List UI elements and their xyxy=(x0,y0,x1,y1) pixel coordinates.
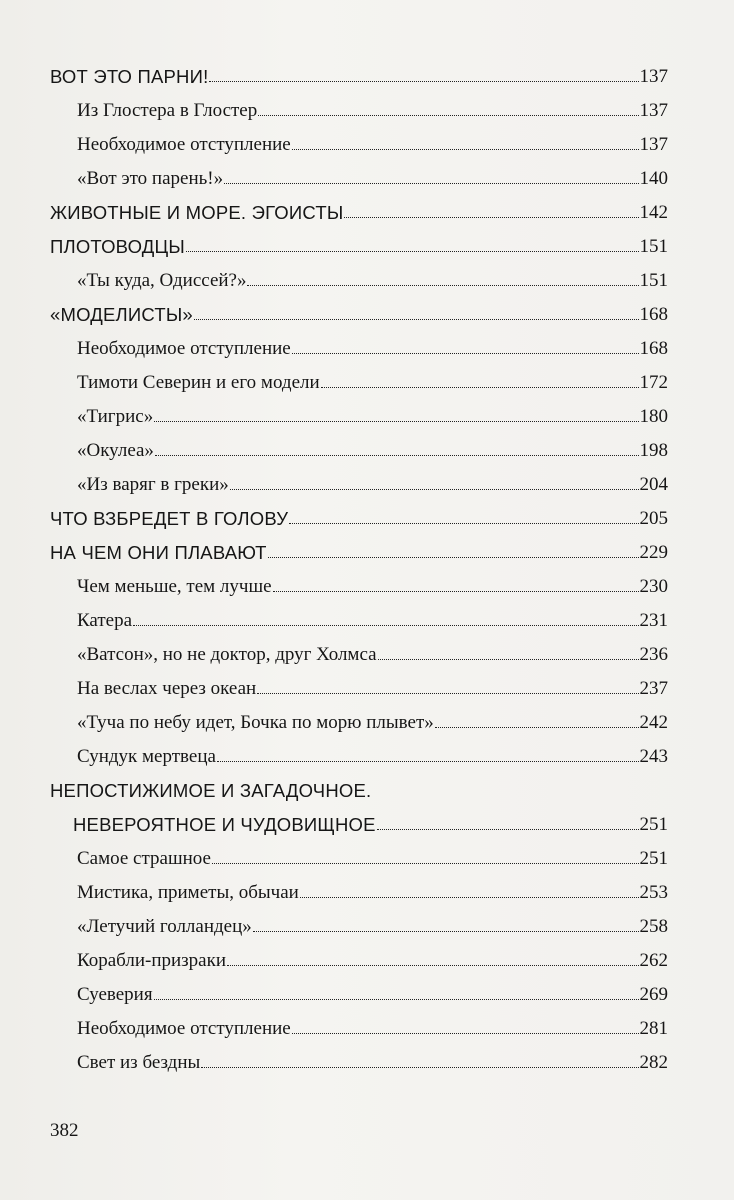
toc-entry-page: 151 xyxy=(639,270,668,291)
toc-entry-title: «Летучий голландец» xyxy=(77,916,252,937)
toc-entry xyxy=(50,460,668,494)
toc-entry xyxy=(50,290,668,324)
toc-entry-title: Самое страшное xyxy=(77,848,211,869)
toc-entry xyxy=(50,834,668,868)
toc-entry xyxy=(50,596,668,630)
dot-leader xyxy=(292,149,639,150)
toc-entry-title: Необходимое отступление xyxy=(77,1018,291,1039)
toc-entry-title: «Ты куда, Одиссей?» xyxy=(77,270,247,291)
toc-entry-title: Мистика, приметы, обычаи xyxy=(77,882,299,903)
dot-leader xyxy=(321,387,639,388)
toc-entry-title: Из Глостера в Глостер xyxy=(77,100,258,121)
toc-entry-page: 137 xyxy=(639,66,668,87)
page-number: 382 xyxy=(50,1120,79,1141)
toc-entry xyxy=(50,528,668,562)
toc-entry-page: 251 xyxy=(639,848,668,869)
toc-entry-page: 137 xyxy=(639,100,668,121)
dot-leader xyxy=(154,999,639,1000)
toc-entry xyxy=(50,494,668,528)
toc-entry-title: Тимоти Северин и его модели xyxy=(77,372,320,393)
toc-entry xyxy=(50,970,668,1004)
toc-entry xyxy=(50,86,668,120)
toc-entry xyxy=(50,1038,668,1072)
toc-entry-title: «Тигрис» xyxy=(77,406,154,427)
toc-entry xyxy=(50,664,668,698)
dot-leader xyxy=(300,897,639,898)
toc-entry-page: 142 xyxy=(639,202,668,223)
toc-entry-page: 230 xyxy=(639,576,668,597)
toc-entry-page: 269 xyxy=(639,984,668,1005)
toc-entry xyxy=(50,188,668,222)
dot-leader xyxy=(194,319,639,320)
toc-entry-title: Свет из бездны xyxy=(77,1052,201,1073)
toc-entry-page: 258 xyxy=(639,916,668,937)
dot-leader xyxy=(292,1033,639,1034)
dot-leader xyxy=(217,761,639,762)
toc-entry-page: 204 xyxy=(639,474,668,495)
toc-entry-page: 229 xyxy=(639,542,668,563)
toc-entry xyxy=(50,358,668,392)
dot-leader xyxy=(257,693,638,694)
toc-entry xyxy=(50,936,668,970)
dot-leader xyxy=(186,251,639,252)
toc-entry-page: 168 xyxy=(639,304,668,325)
toc-entry xyxy=(50,902,668,936)
dot-leader xyxy=(344,217,638,218)
toc-entry-page: 236 xyxy=(639,644,668,665)
toc-entry xyxy=(50,324,668,358)
toc-entry-title: «Туча по небу идет, Бочка по морю плывет» xyxy=(77,712,434,733)
toc-entry-page: 281 xyxy=(639,1018,668,1039)
toc-entry-title: ПЛОТОВОДЦЫ xyxy=(50,235,185,257)
toc-entry xyxy=(50,256,668,290)
toc-entry-page: 180 xyxy=(639,406,668,427)
toc-entry-title: «Ватсон», но не доктор, друг Холмса xyxy=(77,644,377,665)
toc-entry-title: «Окулеа» xyxy=(77,440,154,461)
dot-leader xyxy=(155,455,639,456)
toc-entry-title: «Вот это парень!» xyxy=(77,168,224,189)
toc-entry-title: Чем меньше, тем лучше xyxy=(77,576,272,597)
toc-entry-title: Необходимое отступление xyxy=(77,338,291,359)
toc-entry-title: Суеверия xyxy=(77,984,153,1005)
toc-entry-page: 282 xyxy=(639,1052,668,1073)
toc-entry xyxy=(50,120,668,154)
dot-leader xyxy=(154,421,638,422)
dot-leader xyxy=(378,659,639,660)
toc-entry-title: НА ЧЕМ ОНИ ПЛАВАЮТ xyxy=(50,541,267,563)
toc-entry xyxy=(50,698,668,732)
table-of-contents xyxy=(50,52,668,1072)
toc-entry xyxy=(50,800,668,834)
dot-leader xyxy=(247,285,638,286)
toc-entry-page: 242 xyxy=(639,712,668,733)
toc-entry-page: 172 xyxy=(639,372,668,393)
dot-leader xyxy=(273,591,639,592)
toc-entry-title: НЕВЕРОЯТНОЕ И ЧУДОВИЩНОЕ xyxy=(73,813,376,835)
dot-leader xyxy=(289,523,638,524)
dot-leader xyxy=(435,727,639,728)
toc-entry xyxy=(50,392,668,426)
toc-entry-page: 251 xyxy=(639,814,668,835)
toc-entry-title: Корабли-призраки xyxy=(77,950,227,971)
toc-entry xyxy=(50,426,668,460)
toc-entry-page: 237 xyxy=(639,678,668,699)
dot-leader xyxy=(377,829,639,830)
dot-leader xyxy=(253,931,639,932)
toc-entry-title: Сундук мертвеца xyxy=(77,746,216,767)
toc-entry-page: 243 xyxy=(639,746,668,767)
toc-entry xyxy=(50,630,668,664)
dot-leader xyxy=(227,965,638,966)
toc-entry-page: 205 xyxy=(639,508,668,529)
toc-entry-title: ЖИВОТНЫЕ И МОРЕ. ЭГОИСТЫ xyxy=(50,201,344,223)
dot-leader xyxy=(201,1067,638,1068)
toc-entry-title: НЕПОСТИЖИМОЕ И ЗАГАДОЧНОЕ. xyxy=(50,779,372,801)
toc-entry-title: ЧТО ВЗБРЕДЕТ В ГОЛОВУ xyxy=(50,507,289,529)
toc-entry-page: 231 xyxy=(639,610,668,631)
toc-entry-page: 198 xyxy=(639,440,668,461)
toc-entry xyxy=(50,868,668,902)
toc-entry-title: На веслах через океан xyxy=(77,678,257,699)
toc-entry xyxy=(50,732,668,766)
toc-entry xyxy=(50,154,668,188)
toc-entry-title: Необходимое отступление xyxy=(77,134,291,155)
toc-entry-page: 253 xyxy=(639,882,668,903)
toc-entry-title: «МОДЕЛИСТЫ» xyxy=(50,303,193,325)
toc-entry xyxy=(50,562,668,596)
dot-leader xyxy=(230,489,639,490)
toc-entry xyxy=(50,222,668,256)
dot-leader xyxy=(268,557,639,558)
toc-entry-page: 151 xyxy=(639,236,668,257)
dot-leader xyxy=(258,115,638,116)
toc-entry xyxy=(50,766,668,800)
toc-entry-page: 140 xyxy=(639,168,668,189)
toc-entry-title: Катера xyxy=(77,610,133,631)
toc-entry-page: 137 xyxy=(639,134,668,155)
toc-entry xyxy=(50,1004,668,1038)
toc-entry-page: 168 xyxy=(639,338,668,359)
toc-entry xyxy=(50,52,668,86)
toc-entry-title: «Из варяг в греки» xyxy=(77,474,229,495)
toc-entry-title: ВОТ ЭТО ПАРНИ! xyxy=(50,65,209,87)
dot-leader xyxy=(212,863,639,864)
dot-leader xyxy=(224,183,638,184)
dot-leader xyxy=(209,81,638,82)
dot-leader xyxy=(292,353,639,354)
toc-entry-page: 262 xyxy=(639,950,668,971)
dot-leader xyxy=(133,625,638,626)
